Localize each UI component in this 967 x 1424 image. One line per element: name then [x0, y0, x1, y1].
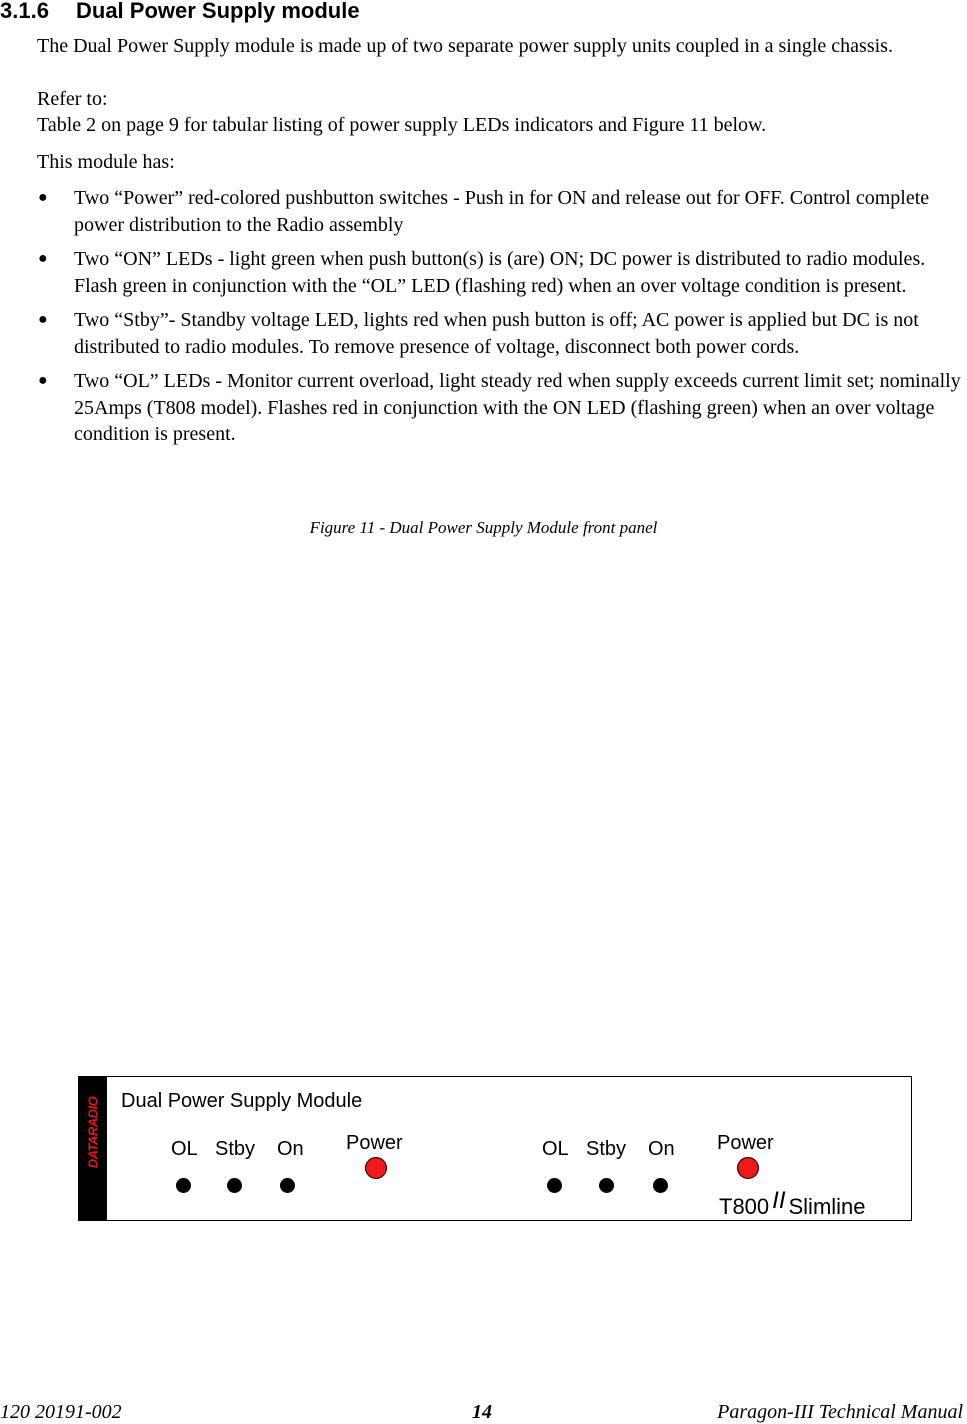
figure-caption: Figure 11 - Dual Power Supply Module front panel	[309, 518, 658, 537]
list-item: ● Two “Stby”- Standby voltage LED, lights red when push button is off; AC power is applied but DC is not distributed to radio modules. To remove presence of voltage, disconnect both power cords.	[38, 309, 919, 358]
unit1-stby-label: Stby	[215, 1138, 256, 1160]
list-item: ● Two “Power” red-colored pushbutton switches - Push in for ON and release out for OFF. Control complete power distribution to the Radio assembly	[38, 187, 930, 236]
unit2-ol-label: OL	[542, 1138, 569, 1160]
logo-bar	[79, 1077, 107, 1220]
section-title: Dual Power Supply module	[76, 0, 360, 23]
unit2-on-led	[653, 1178, 668, 1193]
unit2-stby-led	[599, 1178, 614, 1193]
unit2-on-label: On	[648, 1138, 675, 1160]
intro-paragraph: The Dual Power Supply module is made up of two separate power supply units coupled in a single chassis.	[37, 35, 893, 57]
unit1-stby-led	[227, 1178, 242, 1193]
section-number: 3.1.6	[0, 0, 49, 23]
unit2-ol-led	[547, 1178, 562, 1193]
dataradio-logo: DATARADIO	[85, 1096, 101, 1169]
unit1-ol-led	[176, 1178, 191, 1193]
bullet-icon: ●	[38, 372, 48, 389]
panel-title: Dual Power Supply Module	[121, 1090, 363, 1112]
bullet-icon: ●	[38, 250, 48, 267]
unit1-on-label: On	[277, 1138, 304, 1160]
page-number: 14	[472, 1401, 492, 1423]
list-item: ● Two “OL” LEDs - Monitor current overload, light steady red when supply exceeds current limit set; nominally 25Amps (T808 model). Flashes red in conjunction with the ON LED (flashing green) when an over voltage condition is present.	[38, 370, 961, 445]
unit2-stby-label: Stby	[586, 1138, 627, 1160]
refer-paragraph: Refer to:	[37, 88, 108, 110]
module-has-paragraph: This module has:	[37, 151, 175, 173]
bullet-icon: ●	[38, 311, 48, 328]
unit2-power-label: Power	[717, 1132, 774, 1154]
unit1-power-button[interactable]	[365, 1157, 387, 1179]
unit2-power-button[interactable]	[737, 1157, 759, 1179]
unit1-power-label: Power	[346, 1132, 403, 1154]
section-heading	[0, 0, 360, 24]
table-reference-paragraph: Table 2 on page 9 for tabular listing of power supply LEDs indicators and Figure 11 below.	[37, 114, 767, 136]
page-footer	[0, 1400, 967, 1424]
manual-title: Paragon-III Technical Manual	[717, 1401, 963, 1423]
model-label: T800 II Slimline	[719, 1187, 866, 1219]
doc-number: 120 20191-002	[0, 1401, 122, 1423]
bullet-icon: ●	[38, 189, 48, 206]
unit1-on-led	[280, 1178, 295, 1193]
list-item: ● Two “ON” LEDs - light green when push button(s) is (are) ON; DC power is distributed to radio modules. Flash green in conjunction with the “OL” LED (flashing red) when an over voltage condition is present.	[38, 248, 926, 297]
unit1-ol-label: OL	[171, 1138, 198, 1160]
power-supply-front-panel	[78, 1076, 912, 1221]
feature-list	[0, 185, 967, 456]
